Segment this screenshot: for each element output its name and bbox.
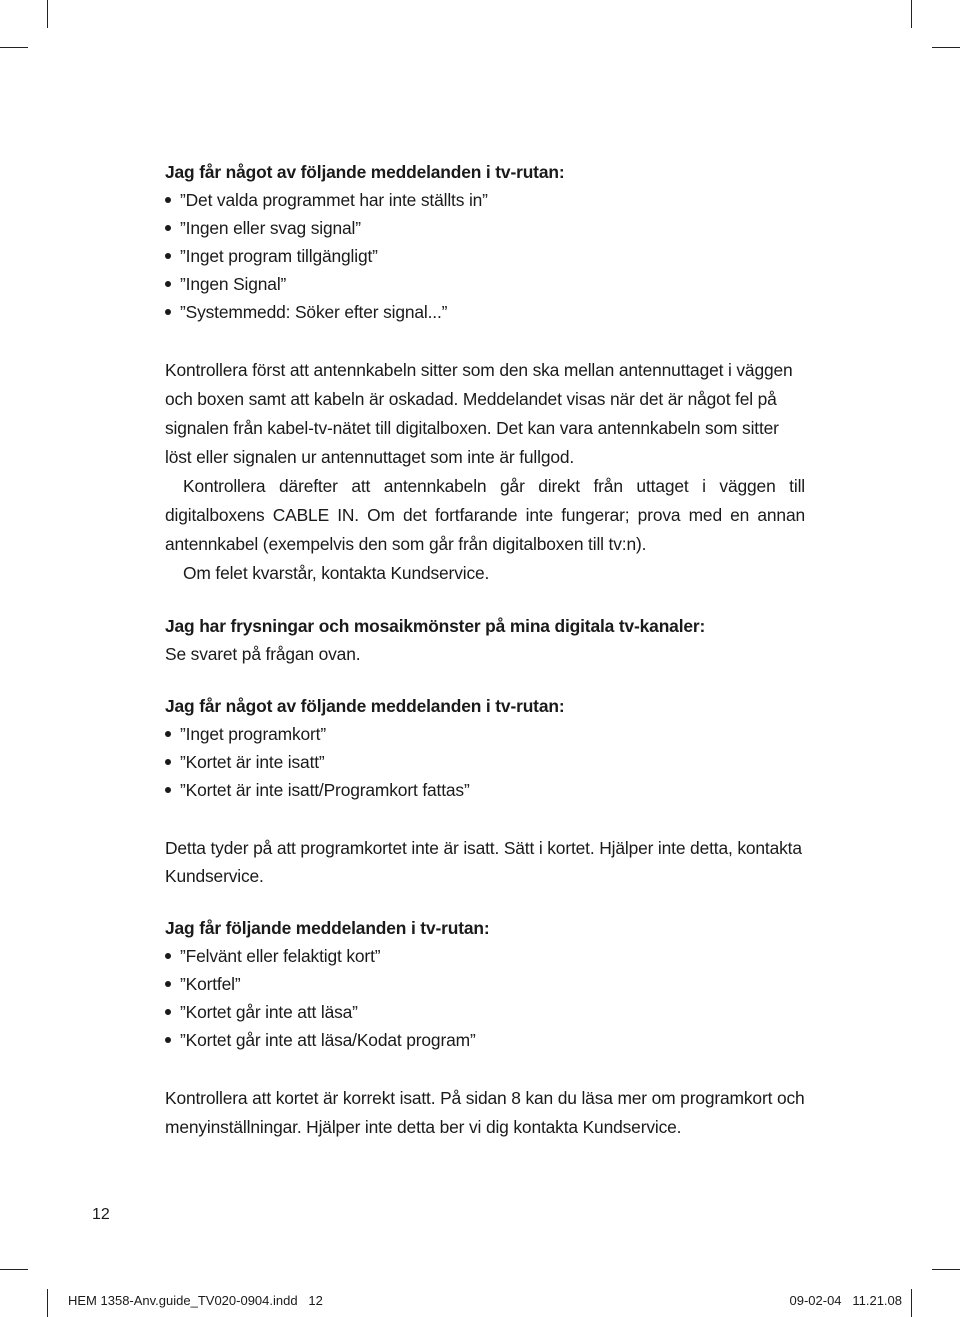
list-item: ”Felvänt eller felaktigt kort” — [165, 942, 805, 970]
crop-mark — [932, 47, 960, 48]
slug-file: HEM 1358-Anv.guide_TV020-0904.indd 12 — [68, 1293, 323, 1308]
crop-mark — [911, 1289, 912, 1317]
crop-mark — [932, 1269, 960, 1270]
section-heading: Jag får följande meddelanden i tv-rutan: — [165, 918, 490, 938]
section-heading: Jag får något av följande meddelanden i tv-rutan: — [165, 162, 565, 182]
list-item: ”Inget programkort” — [165, 720, 805, 748]
list-item: ”Systemmedd: Söker efter signal...” — [165, 298, 805, 326]
page-content — [165, 158, 805, 1142]
list-item: ”Ingen eller svag signal” — [165, 214, 805, 242]
section-heading: Jag får något av följande meddelanden i tv-rutan: — [165, 696, 565, 716]
message-list — [165, 942, 805, 1054]
crop-mark — [911, 0, 912, 28]
list-item: ”Kortet är inte isatt” — [165, 748, 805, 776]
paragraph: Kontrollera först att antennkabeln sitter som den ska mellan antennuttaget i väggen och boxen samt att kabeln är oskadad. Meddelandet visas när det är något fel på signalen från kabel-tv-nätet till digitalboxen. Det kan vara antennkabeln som sitter löst eller signalen ur antennuttaget som inte är fullgod. — [165, 360, 793, 467]
crop-mark — [47, 0, 48, 28]
list-item: ”Kortet är inte isatt/Programkort fattas” — [165, 776, 805, 804]
list-item: ”Inget program tillgängligt” — [165, 242, 805, 270]
crop-mark — [47, 1289, 48, 1317]
section-heading: Jag har frysningar och mosaikmönster på mina digitala tv-kanaler: — [165, 616, 706, 636]
message-list — [165, 186, 805, 326]
paragraph: Kontrollera att kortet är korrekt isatt. På sidan 8 kan du läsa mer om programkort och menyinställningar. Hjälper inte detta ber vi dig kontakta Kundservice. — [165, 1088, 805, 1137]
paragraph: Om felet kvarstår, kontakta Kundservice. — [183, 563, 490, 583]
list-item: ”Det valda programmet har inte ställts in” — [165, 186, 805, 214]
faq-section-signal — [165, 158, 805, 588]
faq-section-card-missing — [165, 692, 805, 890]
slug-date: 09-02-04 11.21.08 — [789, 1293, 902, 1308]
paragraph: Kontrollera därefter att antennkabeln går direkt från uttaget i väggen till digitalboxens CABLE IN. Om det fortfarande inte fungerar; prova med en annan antennkabel (exempelvis den som går från digitalboxen till tv:n). — [165, 476, 805, 554]
paragraph: Detta tyder på att programkortet inte är isatt. Sätt i kortet. Hjälper inte detta, kontakta Kundservice. — [165, 838, 802, 886]
list-item: ”Kortet går inte att läsa/Kodat program” — [165, 1026, 805, 1054]
message-list — [165, 720, 805, 804]
faq-section-freezing — [165, 612, 805, 668]
crop-mark — [0, 1269, 28, 1270]
answer-text: Se svaret på frågan ovan. — [165, 644, 361, 664]
page-number: 12 — [92, 1206, 110, 1223]
faq-section-card-error — [165, 914, 805, 1142]
list-item: ”Kortfel” — [165, 970, 805, 998]
list-item: ”Kortet går inte att läsa” — [165, 998, 805, 1026]
crop-mark — [0, 47, 28, 48]
list-item: ”Ingen Signal” — [165, 270, 805, 298]
